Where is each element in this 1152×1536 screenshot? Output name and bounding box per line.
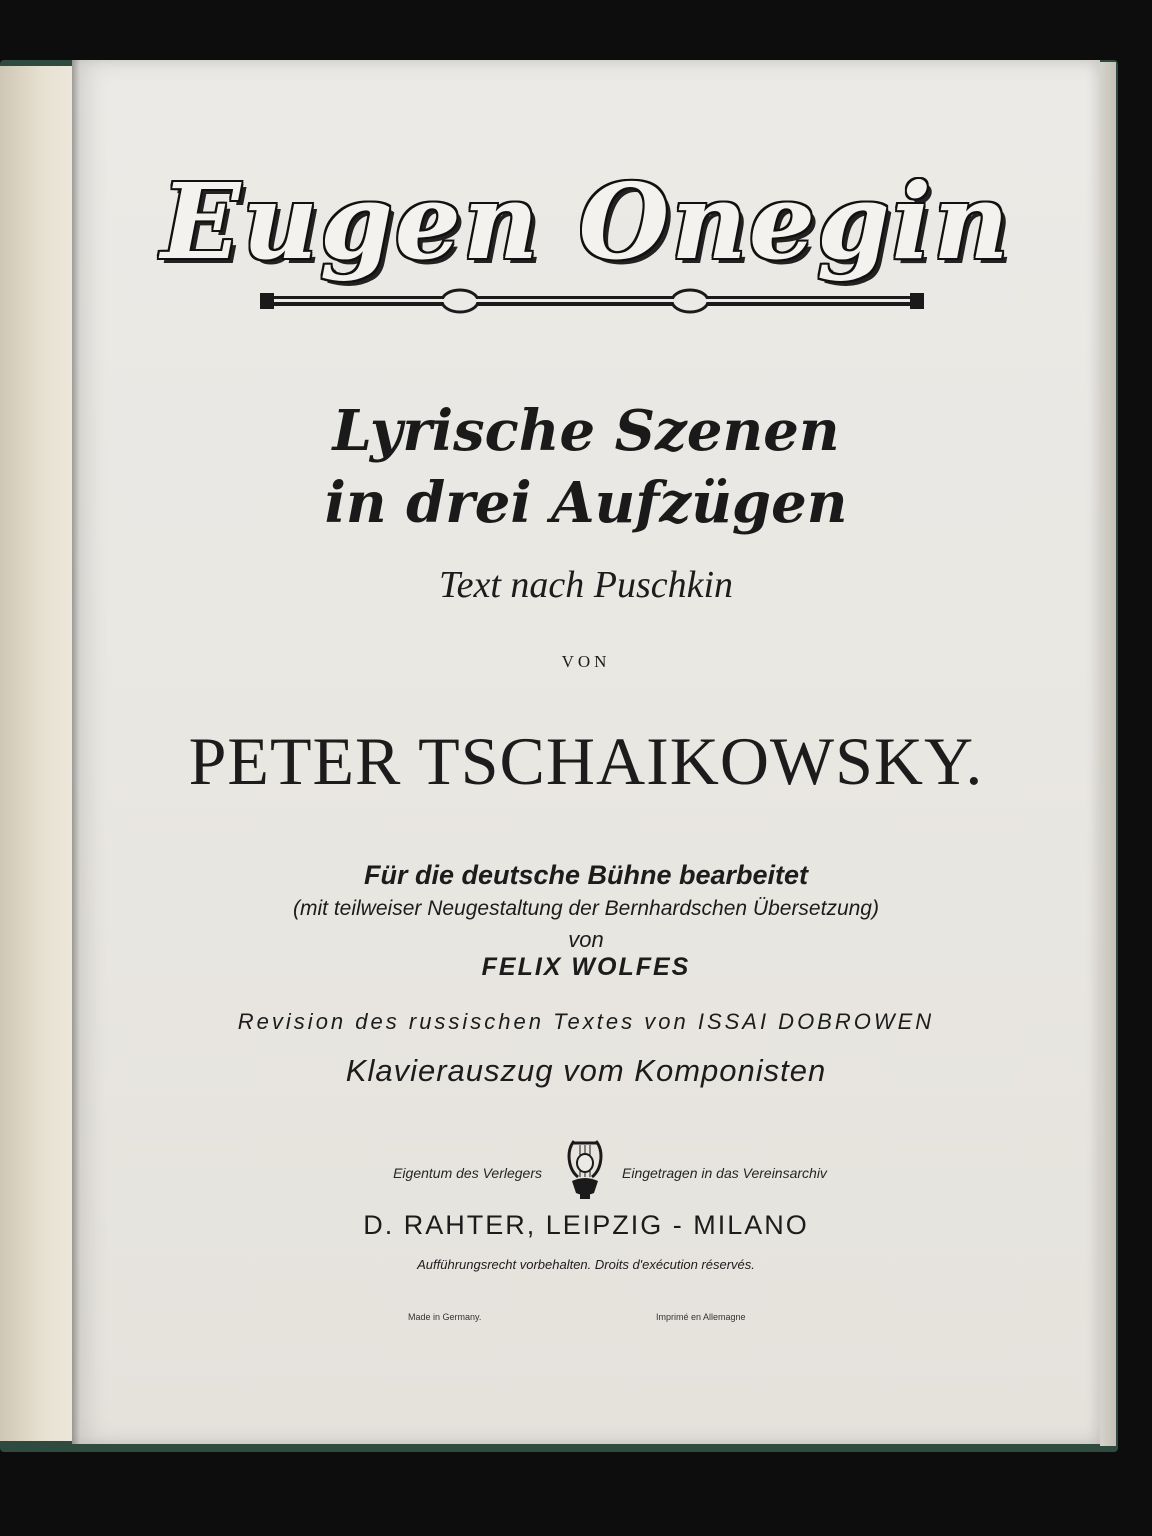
publisher: D. RAHTER, LEIPZIG - MILANO <box>363 1210 809 1240</box>
title: Eugen Onegin <box>161 160 1011 283</box>
title-underline-ornament <box>260 288 924 314</box>
adaptation-detail: (mit teilweiser Neugestaltung der Bernhardschen Übersetzung) <box>293 897 879 920</box>
left-page-edge <box>0 66 72 1441</box>
subtitle-line-1: Lyrische Szenen <box>332 398 840 464</box>
lyre-monogram-icon <box>560 1135 610 1201</box>
revision-note: Revision des russischen Textes von ISSAI DOBROWEN <box>237 1009 935 1034</box>
page-stack-edge <box>1100 62 1116 1446</box>
made-in-note: Made in Germany. <box>408 1312 482 1322</box>
imprime-note: Imprimé en Allemagne <box>656 1312 746 1322</box>
composer-name: PETER TSCHAIKOWSKY. <box>188 723 984 799</box>
text-source: Text nach Puschkin <box>438 564 734 606</box>
archive-note: Eingetragen in das Vereinsarchiv <box>622 1165 827 1181</box>
adaptation-by: von <box>568 927 604 952</box>
adaptation-line: Für die deutsche Bühne bearbeitet <box>363 860 809 890</box>
adapter-name: FELIX WOLFES <box>481 953 691 981</box>
piano-reduction-note: Klavierauszug vom Komponisten <box>345 1053 827 1088</box>
property-note: Eigentum des Verlegers <box>393 1165 542 1181</box>
by-label: VON <box>561 652 611 671</box>
subtitle-line-2: in drei Aufzügen <box>324 470 848 536</box>
rights-note: Aufführungsrecht vorbehalten. Droits d'exécution réservés. <box>417 1257 755 1272</box>
